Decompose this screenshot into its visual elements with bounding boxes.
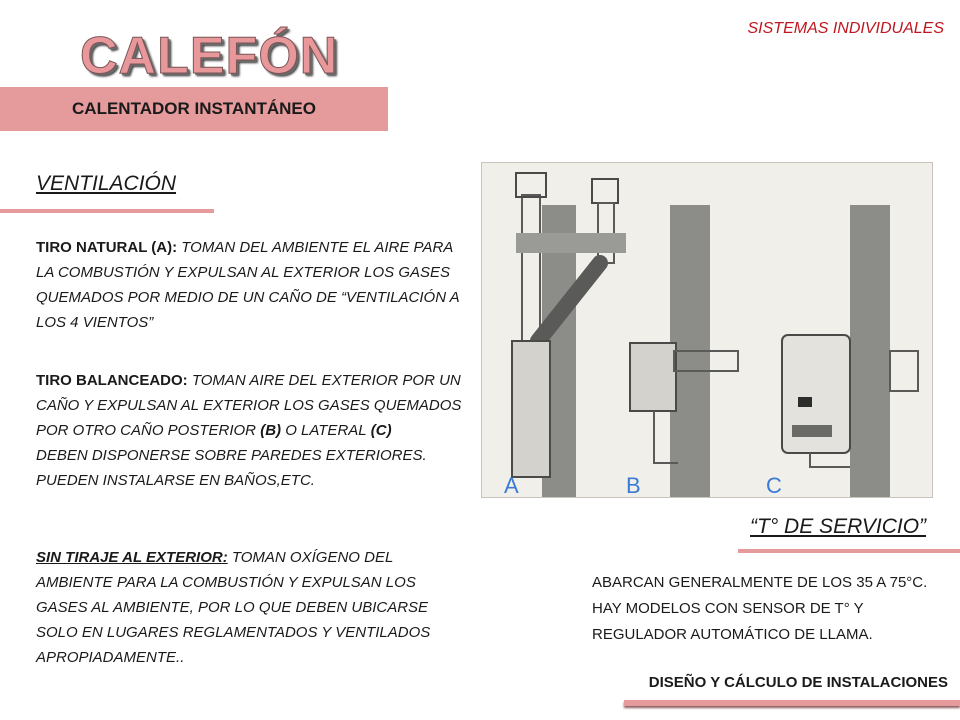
- category-label: SISTEMAS INDIVIDUALES: [747, 20, 944, 37]
- course-footer: DISEÑO Y CÁLCULO DE INSTALACIONES: [648, 674, 948, 691]
- footer-underline: [624, 700, 960, 706]
- page-title: CALEFÓN: [80, 27, 339, 85]
- sin-tiraje-paragraph: [36, 545, 466, 670]
- service-temperature-heading: “T° DE SERVICIO”: [750, 515, 927, 538]
- tiro-natural-paragraph: [36, 235, 466, 335]
- tiro-balanceado-note: DEBEN DISPONERSE SOBRE PAREDES EXTERIORES. PUEDEN INSTALARSE EN BAÑOS,ETC.: [36, 447, 427, 489]
- tiro-balanceado-b-label: (B): [260, 422, 282, 439]
- tiro-balanceado-label: TIRO BALANCEADO:: [36, 372, 188, 389]
- sin-tiraje-text: TOMAN OXÍGENO DEL AMBIENTE PARA LA COMBUSTIÓN Y EXPULSAN LOS GASES AL AMBIENTE, POR LO QUE DEBEN UBICARSE SOLO EN LUGARES REGLAMENTADOS Y VENTILADOS APROPIADAMENTE..: [36, 549, 431, 666]
- ventilation-heading: VENTILACIÓN: [36, 172, 177, 195]
- subtitle: CALENTADOR INSTANTÁNEO: [72, 99, 316, 118]
- figure-label-c: C: [766, 473, 782, 497]
- tiro-balanceado-paragraph: [36, 368, 466, 493]
- service-underline: [738, 549, 960, 553]
- tiro-natural-text: TOMAN DEL AMBIENTE EL AIRE PARA LA COMBUSTIÓN Y EXPULSAN AL EXTERIOR LOS GASES QUEMADOS POR MEDIO DE UN CAÑO DE “VENTILACIÓN A LOS 4 VIENTOS”: [36, 239, 460, 331]
- sin-tiraje-label: SIN TIRAJE AL EXTERIOR:: [36, 549, 228, 566]
- ventilation-underline: [0, 209, 214, 213]
- subtitle-band: [0, 87, 388, 131]
- tiro-balanceado-middle: O LATERAL: [285, 422, 367, 439]
- figure-label-a: A: [504, 473, 519, 497]
- figure-label-b: B: [626, 473, 641, 497]
- tiro-balanceado-c-label: (C): [370, 422, 392, 439]
- service-temperature-text: ABARCAN GENERALMENTE DE LOS 35 A 75°C. HAY MODELOS CON SENSOR DE T° Y REGULADOR AUTOMÁTICO DE LLAMA.: [592, 574, 928, 643]
- tiro-natural-label: TIRO NATURAL (A):: [36, 239, 178, 256]
- tiro-balanceado-text: TOMAN AIRE DEL EXTERIOR POR UN CAÑO Y EXPULSAN AL EXTERIOR LOS GASES QUEMADOS POR OTRO CAÑO POSTERIOR: [36, 372, 462, 439]
- ventilation-diagram: [482, 163, 932, 497]
- ventilation-diagram-photo: [481, 162, 933, 498]
